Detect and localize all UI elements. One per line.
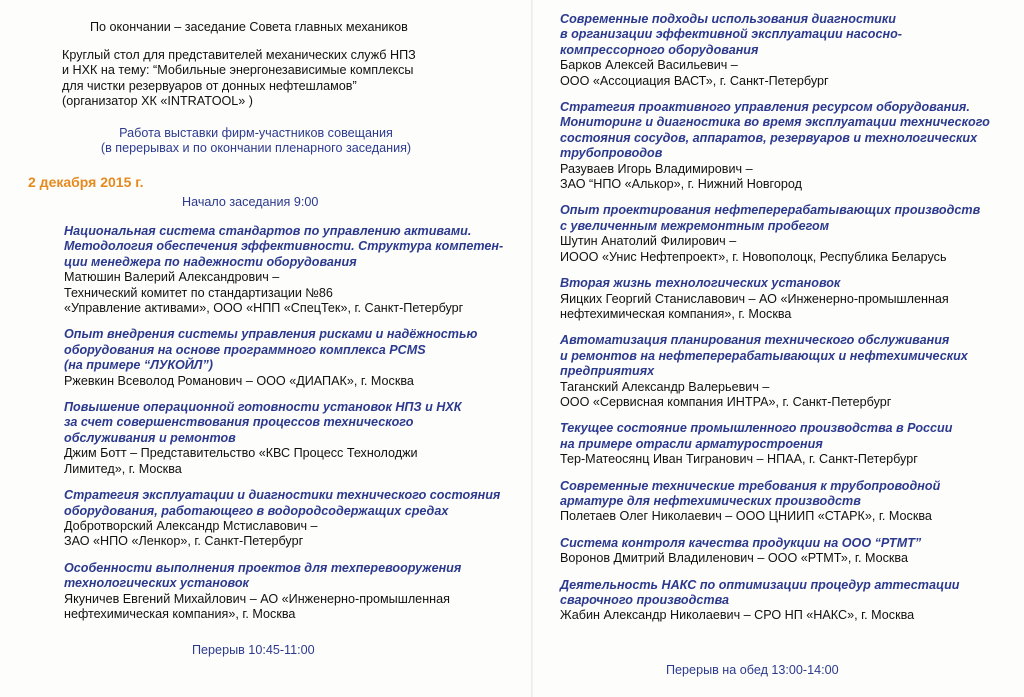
talk-title: оборудования на основе программного комплекса PCMS — [64, 342, 426, 357]
talk-item — [64, 561, 503, 623]
talk-title: арматуре для нефтехимических производств — [560, 493, 861, 508]
talk-speaker: Шутин Анатолий Филирович – — [560, 234, 737, 249]
talk-item — [560, 276, 990, 322]
talk-title: Мониторинг и диагностика во время эксплуатации технического — [560, 115, 990, 130]
talk-title: состояния сосудов, аппаратов, резервуаров и технологических — [560, 130, 978, 145]
talk-title: и ремонтов на нефтеперерабатывающих и нефтехимических — [560, 348, 968, 363]
talk-item — [560, 479, 990, 525]
talk-item — [560, 578, 990, 624]
session-start: Начало заседания 9:00 — [182, 195, 319, 209]
talk-speaker: Технический комитет по стандартизации №86 — [64, 285, 333, 300]
round-table-line: (организатор ХК «INTRATOOL» ) — [62, 94, 253, 109]
talk-speaker: Тер-Матеосянц Иван Тигранович – НПАА, г. Санкт-Петербург — [560, 452, 918, 467]
talk-item — [560, 100, 990, 192]
lunch-break-note: Перерыв на обед 13:00-14:00 — [666, 663, 839, 677]
talk-speaker: Якуничев Евгений Михайлович – АО «Инженерно-промышленная — [64, 591, 450, 606]
talk-title: Стратегия проактивного управления ресурсом оборудования. — [560, 100, 970, 115]
closing-note: По окончании – заседание Совета главных механиков — [90, 20, 408, 34]
talk-speaker: Яицких Георгий Станиславович – АО «Инженерно-промышленная — [560, 291, 949, 306]
talk-speaker: Джим Ботт – Представительство «КВС Процесс Технолоджи — [64, 446, 418, 461]
talk-title: трубопроводов — [560, 146, 663, 161]
talk-title: Опыт внедрения системы управления рисками и надёжностью — [64, 327, 478, 342]
exhibition-line: Работа выставки фирм-участников совещания — [119, 126, 393, 140]
page-fold — [531, 0, 533, 697]
date-heading: 2 декабря 2015 г. — [28, 174, 144, 190]
talk-title: Вторая жизнь технологических установок — [560, 276, 841, 291]
talk-speaker: ООО «Сервисная компания ИНТРА», г. Санкт-Петербург — [560, 394, 892, 409]
round-table-line: и НХК на тему: “Мобильные энергонезависимые комплексы — [62, 63, 414, 78]
talk-title: Автоматизация планирования технического обслуживания — [560, 333, 950, 348]
talk-item — [64, 327, 503, 389]
talk-title: ции менеджера по надежности оборудования — [64, 254, 357, 269]
talk-title: Опыт проектирования нефтеперерабатывающих производств — [560, 203, 981, 218]
talk-item — [64, 400, 503, 477]
talk-speaker: ЗАО “НПО «Алькор», г. Нижний Новгород — [560, 177, 802, 192]
round-table-line: Круглый стол для представителей механических служб НПЗ — [62, 48, 416, 62]
talk-title: (на примере “ЛУКОЙЛ”) — [64, 358, 213, 373]
talk-item — [560, 421, 990, 467]
talk-title: предприятиях — [560, 364, 655, 379]
talk-title: Методология обеспечения эффективности. Структура компетен- — [64, 239, 504, 254]
talk-speaker: Матюшин Валерий Александрович – — [64, 270, 280, 285]
talk-item — [560, 333, 990, 410]
talk-speaker: нефтехимическая компания», г. Москва — [560, 306, 792, 321]
talk-title: обслуживания и ремонтов — [64, 430, 236, 445]
talk-speaker: Воронов Дмитрий Владиленович – ООО «РТМТ», г. Москва — [560, 551, 908, 566]
talk-title: Современные подходы использования диагностики — [560, 12, 896, 26]
talk-title: оборудования, работающего в водородсодержащих средах — [64, 503, 449, 518]
talk-title: технологических установок — [64, 576, 249, 591]
talk-title: компрессорного оборудования — [560, 42, 759, 57]
talk-item — [64, 224, 503, 316]
talk-speaker: Барков Алексей Васильевич – — [560, 58, 738, 73]
talk-speaker: Добротворский Александр Мстиславович – — [64, 518, 318, 533]
round-table-block — [62, 48, 416, 110]
talk-item — [64, 488, 503, 550]
talk-speaker: Полетаев Олег Николаевич – ООО ЦНИИП «СТАРК», г. Москва — [560, 509, 932, 524]
right-talks — [560, 12, 990, 624]
talk-title: за счет совершенствования процессов технического — [64, 415, 414, 430]
talk-speaker: Ржевкин Всеволод Романович – ООО «ДИАПАК», г. Москва — [64, 373, 414, 388]
talk-item — [560, 203, 990, 265]
talk-title: Система контроля качества продукции на ООО “РТМТ” — [560, 535, 922, 550]
talk-item — [560, 536, 990, 567]
talk-speaker: Таганский Александр Валерьевич – — [560, 379, 770, 394]
talk-speaker: «Управление активами», ООО «НПП «СпецТек», г. Санкт-Петербург — [64, 301, 464, 316]
break-note: Перерыв 10:45-11:00 — [192, 643, 315, 657]
exhibition-line: (в перерывах и по окончании пленарного заседания) — [100, 141, 412, 156]
talk-title: Деятельность НАКС по оптимизации процедур аттестации — [560, 577, 960, 592]
talk-title: Особенности выполнения проектов для техперевооружения — [64, 560, 462, 575]
talk-title: сварочного производства — [560, 593, 730, 607]
talk-speaker: нефтехимическая компания», г. Москва — [64, 606, 296, 621]
talk-speaker: ИООО «Унис Нефтепроект», г. Новополоцк, Республика Беларусь — [560, 249, 947, 264]
talk-title: Текущее состояние промышленного производства в России — [560, 421, 953, 436]
talk-title: Современные технические требования к трубопроводной — [560, 478, 941, 493]
talk-title: Стратегия эксплуатации и диагностики технического состояния — [64, 488, 501, 503]
talk-title: в организации эффективной эксплуатации насосно- — [560, 27, 902, 42]
talk-title: на примере отрасли арматуростроения — [560, 436, 823, 451]
talk-title: с увеличенным межремонтным пробегом — [560, 218, 830, 233]
round-table-line: для чистки резервуаров от донных нефтешламов” — [62, 78, 357, 93]
talk-speaker: Лимитед», г. Москва — [64, 461, 182, 476]
talk-speaker: ООО «Ассоциация ВАСТ», г. Санкт-Петербург — [560, 73, 829, 88]
talk-item — [560, 12, 990, 89]
talk-speaker: ЗАО «НПО «Ленкор», г. Санкт-Петербург — [64, 534, 304, 549]
left-talks — [64, 213, 503, 622]
talk-speaker: Жабин Александр Николаевич – СРО НП «НАКС», г. Москва — [560, 608, 915, 623]
exhibition-block — [56, 126, 456, 157]
talk-title: Повышение операционной готовности установок НПЗ и НХК — [64, 400, 462, 415]
talk-title: Национальная система стандартов по управлению активами. — [64, 224, 472, 238]
talk-speaker: Разуваев Игорь Владимирович – — [560, 161, 753, 176]
